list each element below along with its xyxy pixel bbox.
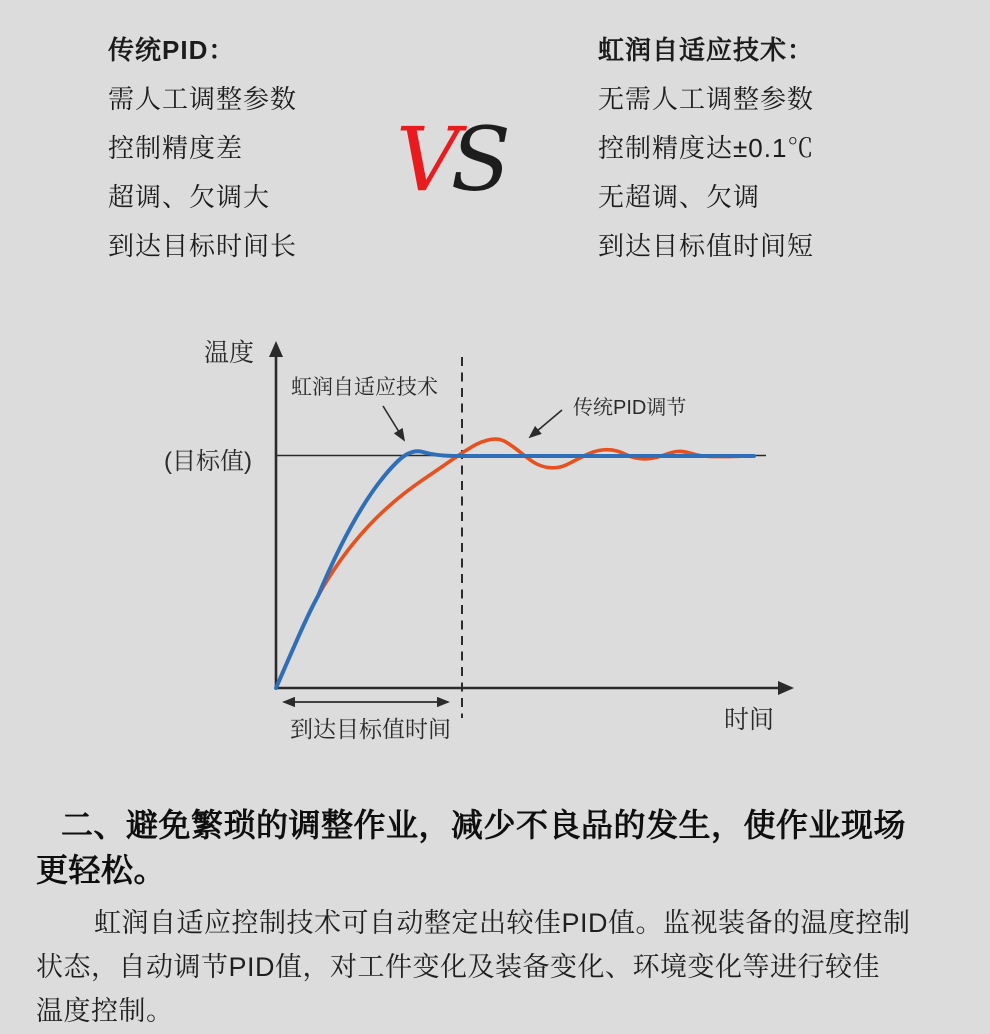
pid-annotation-arrow-icon [530, 410, 562, 437]
pid-curve [276, 439, 750, 688]
vs-letter-v: V [396, 108, 451, 211]
section-paragraph [36, 901, 966, 1033]
list-item: 无超调、欠调 [598, 182, 761, 212]
adaptive-title: 虹润自适应技术： [598, 35, 815, 65]
section-heading [36, 803, 966, 893]
paragraph-line3: 温度控制。 [36, 996, 174, 1026]
y-axis-arrowhead-icon [269, 341, 283, 357]
x-axis-label: 时间 [724, 706, 775, 734]
reach-time-label: 到达目标值时间 [290, 716, 451, 742]
adaptive-curve [276, 451, 754, 688]
adaptive-annotation-arrow-icon [383, 406, 404, 440]
list-item: 控制精度达±0.1℃ [598, 133, 815, 163]
paragraph-line2: 状态，自动调节PID值，对工件变化及装备变化、环境变化等进行较佳 [36, 952, 881, 982]
list-item: 无需人工调整参数 [598, 84, 815, 114]
x-axis-arrowhead-icon [778, 681, 794, 695]
pid-curve-label: 传统PID调节 [573, 397, 687, 419]
section-heading-line1: 二、避免繁琐的调整作业，减少不良品的发生，使作业现场 [61, 807, 907, 843]
list-item: 到达目标时间长 [108, 231, 298, 261]
traditional-pid-title: 传统PID： [108, 35, 236, 65]
vs-letter-s: S [450, 108, 502, 211]
list-item: 到达目标值时间短 [598, 231, 815, 261]
list-item: 超调、欠调大 [108, 182, 271, 212]
list-item: 需人工调整参数 [108, 84, 298, 114]
paragraph-line1: 虹润自适应控制技术可自动整定出较佳PID值。监视装备的温度控制 [94, 908, 911, 938]
list-item: 控制精度差 [108, 133, 244, 163]
adaptive-curve-label: 虹润自适应技术 [291, 376, 438, 399]
y-axis-label: 温度 [204, 339, 255, 367]
target-value-label: (目标值) [164, 448, 252, 475]
section-heading-line2: 更轻松。 [36, 852, 167, 888]
